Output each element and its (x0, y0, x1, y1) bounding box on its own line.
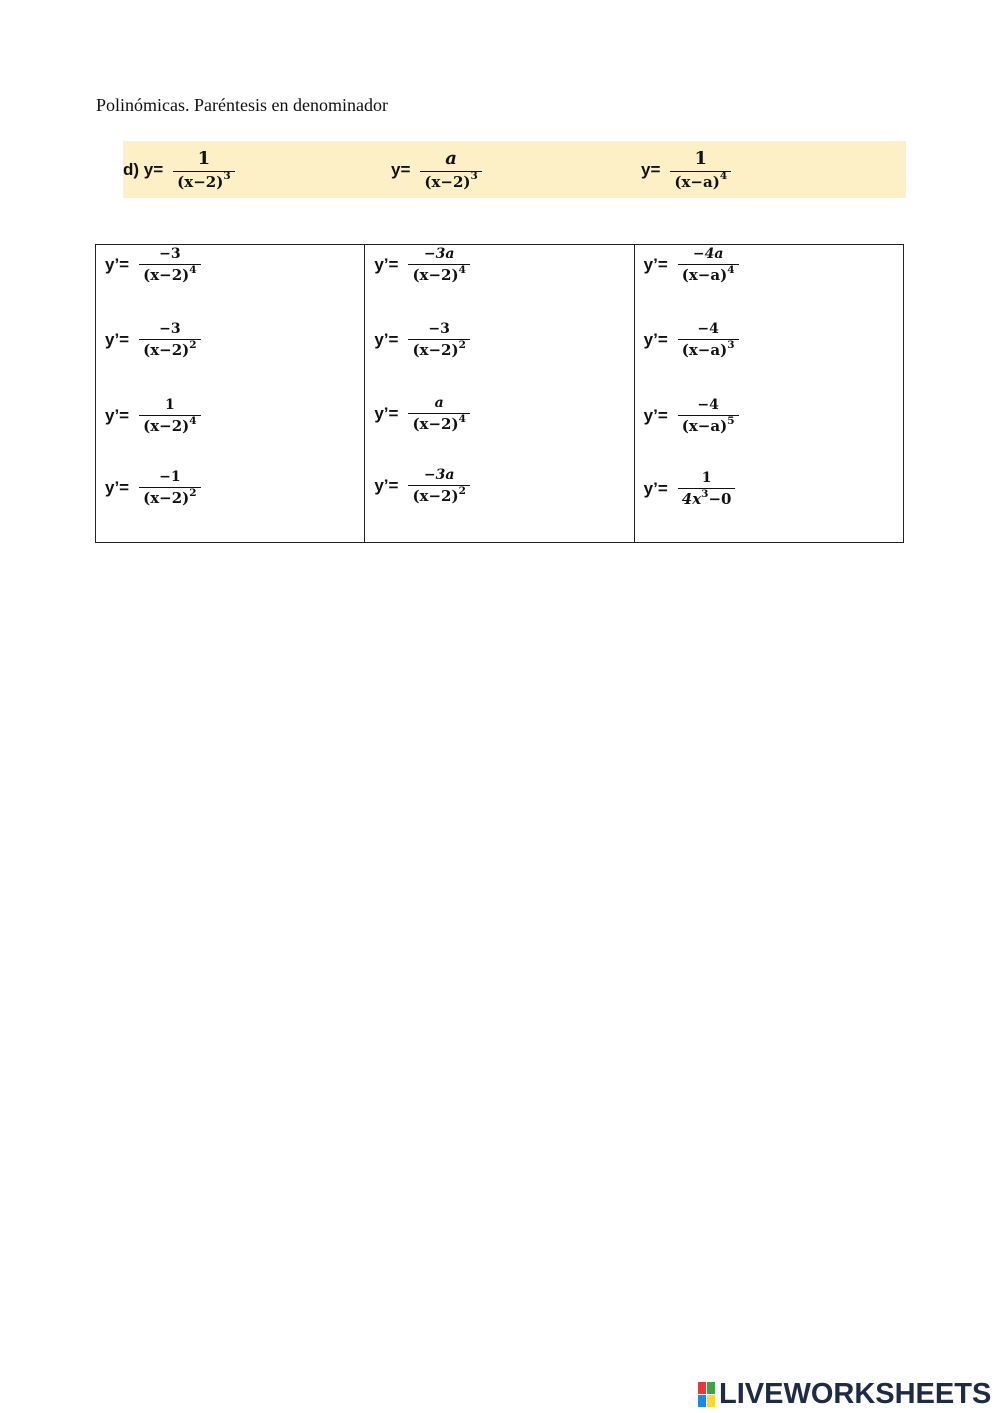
exponent: 2 (458, 338, 466, 351)
problem-label: d) y= (123, 159, 164, 179)
den-base: (x−2) (424, 172, 471, 191)
liveworksheets-logo (698, 1378, 991, 1411)
numerator: −3 (159, 246, 181, 262)
exponent: 3 (701, 487, 709, 500)
den-base: (x−2) (412, 266, 459, 285)
logo-mark-icon (698, 1382, 715, 1407)
den-base: (x−2) (143, 341, 190, 360)
numerator-var: −4a (692, 246, 724, 262)
den-base: (x−2) (177, 172, 224, 191)
problem-d-3 (641, 141, 731, 198)
problem-label: y= (391, 159, 411, 179)
answer-option[interactable] (644, 471, 736, 508)
answer-option[interactable] (374, 396, 470, 433)
denominator (408, 264, 469, 284)
numerator: 1 (701, 470, 712, 486)
problem-label: y= (641, 159, 661, 179)
exponent: 4 (458, 263, 466, 276)
denominator (678, 488, 736, 508)
exponent: 4 (719, 170, 728, 183)
answer-option[interactable] (105, 322, 201, 359)
numerator: −4 (697, 321, 719, 337)
option-label: y’= (643, 330, 668, 350)
exponent: 5 (727, 414, 735, 427)
fraction (408, 247, 469, 284)
exponent: 3 (223, 170, 231, 183)
numerator (420, 247, 459, 264)
denominator (139, 487, 200, 507)
numerator-var: a (434, 395, 444, 411)
numerator: 1 (164, 397, 175, 413)
numerator: −3 (428, 321, 450, 337)
numerator: 1 (197, 147, 211, 169)
fraction (408, 322, 469, 359)
option-label: y’= (643, 406, 668, 426)
denominator (670, 171, 731, 191)
denominator (139, 339, 200, 359)
exponent: 4 (189, 414, 197, 427)
fraction (670, 149, 731, 190)
denominator (139, 264, 200, 284)
fraction (678, 247, 739, 284)
fraction (139, 398, 200, 435)
exponent: 4 (458, 412, 466, 425)
exponent: 2 (189, 486, 197, 499)
denominator (139, 415, 200, 435)
fraction (408, 468, 469, 505)
exponent: 4 (727, 263, 735, 276)
answer-option[interactable] (374, 322, 470, 359)
denominator (408, 485, 469, 505)
logo-square (707, 1382, 715, 1394)
fraction (139, 247, 200, 284)
numerator: −1 (159, 469, 181, 485)
denominator (420, 171, 481, 191)
den-base: (x−2) (412, 415, 459, 434)
exponent: 2 (189, 338, 197, 351)
logo-text: LIVEWORKSHEETS (719, 1378, 992, 1410)
den-base: (x−2) (412, 341, 459, 360)
option-label: y’= (105, 330, 130, 350)
answer-option[interactable] (374, 247, 470, 284)
denominator (173, 171, 234, 191)
option-label: y’= (105, 478, 130, 498)
answer-column-2 (364, 245, 633, 542)
denominator (678, 415, 739, 435)
numerator (420, 468, 459, 485)
option-label: y’= (105, 255, 130, 275)
numerator (689, 247, 728, 264)
option-label: y’= (374, 476, 399, 496)
problem-band (123, 141, 906, 198)
den-base: (x−2) (143, 489, 190, 508)
option-label: y’= (105, 406, 130, 426)
answer-option[interactable] (105, 398, 201, 435)
fraction (678, 322, 739, 359)
den-base: (x−a) (681, 341, 728, 360)
numerator (441, 149, 461, 171)
answer-option[interactable] (374, 468, 470, 505)
denominator (678, 264, 739, 284)
answer-table (95, 244, 904, 543)
den-base: (x−2) (143, 417, 190, 436)
fraction (420, 149, 481, 190)
answer-column-1 (96, 245, 364, 542)
denominator (408, 339, 469, 359)
page-heading: Polinómicas. Paréntesis en denominador (96, 95, 388, 115)
den-base: 4x (681, 490, 702, 509)
den-base: (x−a) (681, 266, 728, 285)
option-label: y’= (374, 330, 399, 350)
option-label: y’= (643, 255, 668, 275)
numerator-var: a (445, 147, 457, 169)
problem-d-1 (123, 141, 235, 198)
fraction (173, 149, 234, 190)
option-label: y’= (643, 479, 668, 499)
answer-option[interactable] (644, 247, 739, 284)
numerator: 1 (694, 147, 708, 169)
numerator (431, 396, 448, 413)
fraction (678, 471, 736, 508)
answer-option[interactable] (644, 322, 739, 359)
den-base: (x−2) (412, 487, 459, 506)
exponent: 2 (458, 484, 466, 497)
fraction (678, 398, 739, 435)
numerator-var: −3a (423, 246, 455, 262)
den-base: (x−2) (143, 266, 190, 285)
numerator: −4 (697, 397, 719, 413)
exponent: 4 (189, 263, 197, 276)
answer-column-3 (634, 245, 903, 542)
option-label: y’= (374, 255, 399, 275)
den-base: (x−a) (681, 417, 728, 436)
fraction (408, 396, 469, 433)
fraction (139, 322, 200, 359)
den-tail: −0 (708, 490, 732, 509)
denominator (408, 413, 469, 433)
exponent: 3 (470, 170, 478, 183)
logo-square (707, 1395, 715, 1407)
problem-d-2 (391, 141, 482, 198)
logo-square (698, 1382, 706, 1394)
numerator: −3 (159, 321, 181, 337)
answer-option[interactable] (105, 470, 201, 507)
numerator-var: −3a (423, 467, 455, 483)
exponent: 3 (727, 338, 735, 351)
denominator (678, 339, 739, 359)
option-label: y’= (374, 404, 399, 424)
den-base: (x−a) (674, 172, 720, 191)
answer-option[interactable] (105, 247, 201, 284)
fraction (139, 470, 200, 507)
answer-option[interactable] (644, 398, 739, 435)
logo-square (698, 1395, 706, 1407)
